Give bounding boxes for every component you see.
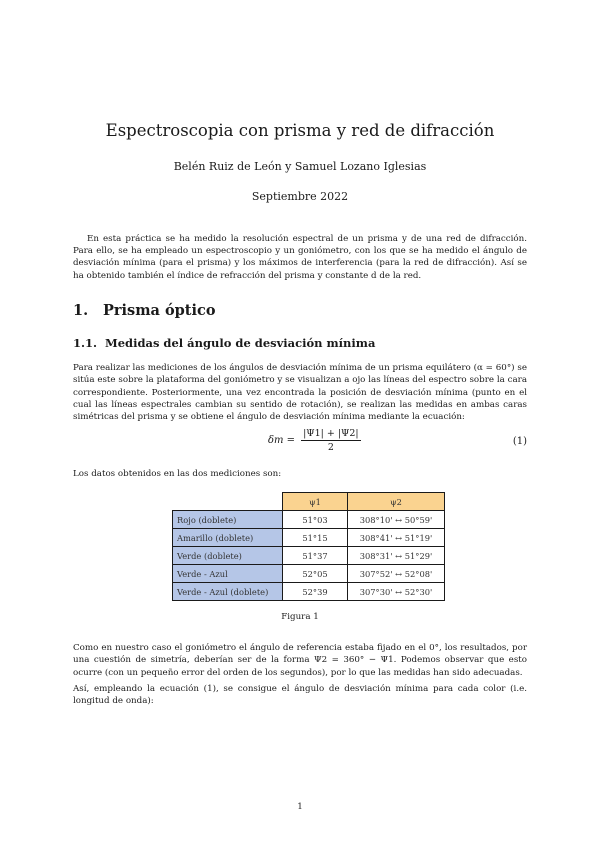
equation-numerator: |Ψ1| + |Ψ2| [303, 428, 359, 439]
subsection-heading [73, 336, 375, 350]
table-header-row [173, 493, 445, 511]
subsection-number: 1.1. [73, 336, 98, 350]
table-cell-psi1: 51°15 [283, 529, 348, 547]
section-title: Prisma óptico [103, 302, 216, 319]
subsection-title: Medidas del ángulo de desviación mínima [105, 336, 376, 350]
abstract-text: En esta práctica se ha medido la resolución espectral de un prisma y de una red de difracción. Para ello, se ha empleado un espectroscopio y un goniómetro, con los que se ha medido el ángulo de desviación mínima (para el prisma) y los máximos de interferencia (para la red de difracción). Así se ha obtenido también el índice de refracción del prisma y constante d de la red. [73, 234, 527, 281]
table-cell-psi1: 52°39 [283, 583, 348, 601]
table-row [173, 583, 445, 601]
section-heading [73, 302, 216, 319]
table-cell-psi1: 52°05 [283, 565, 348, 583]
table-cell-psi1: 51°03 [283, 511, 348, 529]
table-row-label: Verde - Azul (doblete) [173, 583, 283, 601]
table-cell-psi2: 308°31' ↔ 51°29' [348, 547, 445, 565]
table-cell-psi2: 308°10' ↔ 50°59' [348, 511, 445, 529]
equation-denominator: 2 [327, 442, 334, 453]
paragraph-symmetry: Como en nuestro caso el goniómetro el ángulo de referencia estaba fijado en el 0°, los resultados, por una cuestión de simetría, deberían ser de la forma Ψ2 = 360° − Ψ1. Podemos observar que esto ocurre (con un pequeño error del orden de los segundos), por lo que las medidas han sido adecuadas. [73, 643, 527, 678]
table-cell-psi1: 51°37 [283, 547, 348, 565]
table-cell-psi2: 308°41' ↔ 51°19' [348, 529, 445, 547]
section-number: 1. [73, 302, 89, 319]
table-row-label: Amarillo (doblete) [173, 529, 283, 547]
paragraph-data-intro: Los datos obtenidos en las dos mediciones son: [73, 469, 282, 479]
paper-date: Septiembre 2022 [251, 190, 349, 203]
table-row [173, 565, 445, 583]
equation-fraction [301, 428, 361, 453]
paper-title: Espectroscopia con prisma y red de difracción [105, 121, 495, 140]
table-row [173, 547, 445, 565]
table-row [173, 529, 445, 547]
page-number: 1 [297, 802, 303, 812]
table-row [173, 511, 445, 529]
table-cell-psi2: 307°52' ↔ 52°08' [348, 565, 445, 583]
equation-label: (1) [512, 436, 527, 447]
measurements-table [172, 492, 445, 601]
figure-caption: Figura 1 [281, 612, 319, 622]
abstract [73, 233, 527, 282]
table-row-label: Verde - Azul [173, 565, 283, 583]
table-row-label: Rojo (doblete) [173, 511, 283, 529]
table-cell-psi2: 307°30' ↔ 52°30' [348, 583, 445, 601]
equation-1 [73, 428, 527, 458]
equation-lhs: δm = [268, 435, 296, 446]
table-corner-cell [173, 493, 283, 511]
table-row-label: Verde (doblete) [173, 547, 283, 565]
paper-authors: Belén Ruiz de León y Samuel Lozano Iglesias [173, 160, 427, 173]
paragraph-method: Para realizar las mediciones de los ángulos de desviación mínima de un prisma equilátero (α = 60°) se sitúa este sobre la plataforma del goniómetro y se visualizan a ojo las líneas del espectro sobre la cara correspondiente. Posteriormente, una vez encontrada la posición de desviación mínima (punto en el cual las líneas espectrales cambian su sentido de rotación), se realizan las medidas en ambas caras simétricas del prisma y se obtiene el ángulo de desviación mínima mediante la ecuación: [73, 363, 527, 423]
table-header-psi2: ψ2 [348, 493, 445, 511]
paragraph-result-intro: Así, empleando la ecuación (1), se consigue el ángulo de desviación mínima para cada color (i.e. longitud de onda): [73, 684, 527, 707]
table-header-psi1: ψ1 [283, 493, 348, 511]
